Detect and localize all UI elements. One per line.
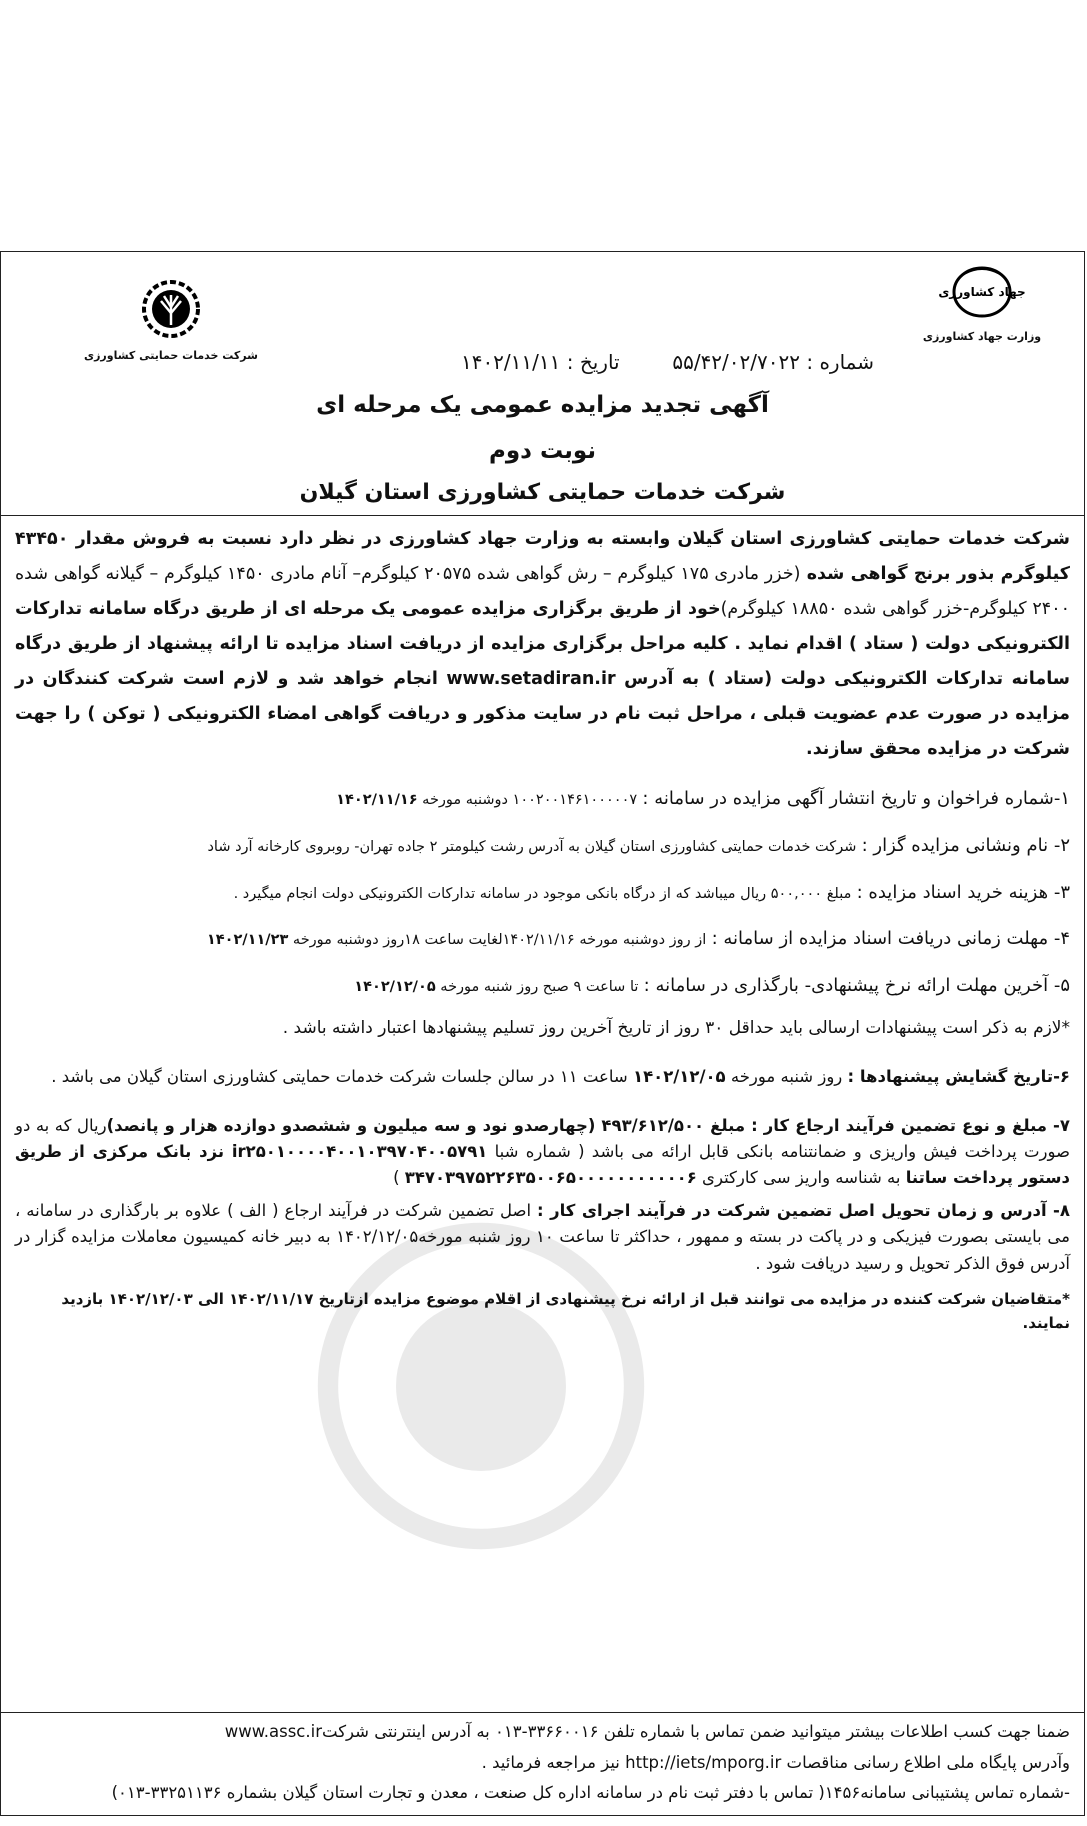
item-8 [15,1198,1070,1277]
footer-portal-text: وآدرس پایگاه ملی اطلاع رسانی مناقصات [781,1752,1070,1772]
item-6 [15,1064,1070,1090]
item-8-text: اصل تضمین شرکت در فرآیند ارجاع ( الف ) علاوه بر بارگذاری در سامانه ، می بایستی بصورت فیزیکی و در پاکت در بسته و ممهور ، حداکثر تا ساعت ۱۰ روز شنبه مورخه۱۴۰۲/۱۲/۰۵ به دبیر خانه کمیسیون معاملات مزایده گزار در آدرس فوق الذکر تحویل و رسید دریافت شود . [15,1200,1070,1273]
footer-phone-text: ضمنا جهت کسب اطلاعات بیشتر میتوانید ضمن تماس با شماره تلفن ۳۳۶۶۰۰۱۶-۰۱۳ به آدرس اینترنتی شرکت [322,1722,1070,1742]
item-1-value: ۱۰۰۲۰۰۱۴۶۱۰۰۰۰۰۷ دوشنبه مورخه [417,792,638,808]
intro-part4: انجام خواهد شد و لازم است شرکت کنندگان در مزایده در صورت عدم عضویت قبلی ، مراحل ثبت نام در سایت مذکور و دریافت گواهی امضاء الکترونیکی ( توکن ) را جهت شرکت در مزایده محقق سازند. [15,669,1070,759]
header [1,252,1084,516]
ministry-logo [902,262,1062,343]
item-4 [15,925,1070,954]
item-7-bank: نزد بانک مرکزی از طریق دستور پرداخت ساتنا [15,1141,1070,1188]
date-value: ۱۴۰۲/۱۱/۱۱ [460,350,561,374]
item-1-date: ۱۴۰۲/۱۱/۱۶ [336,792,418,808]
intro-part1: شرکت خدمات حمایتی کشاورزی استان گیلان وابسته به وزارت جهاد کشاورزی در نظر دارد نسبت به فروش مقدار ۴۳۴۵۰ کیلوگرم بذور برنج گواهی شده [15,529,1070,584]
item-4-date: ۱۴۰۲/۱۱/۲۳ [206,932,289,949]
item-5-date: ۱۴۰۲/۱۲/۰۵ [354,979,436,996]
ministry-name: وزارت جهاد کشاورزی [922,330,1042,343]
item-4-label: ۴- مهلت زمانی دریافت اسناد مزایده از سامانه : [711,928,1070,950]
deposit-id: ۳۴۷۰۳۹۷۵۲۲۶۳۵۰۰۶۵۰۰۰۰۰۰۰۰۰۰۰۶ [404,1168,697,1188]
advertisement-frame [0,251,1085,1816]
item-6-label: ۶-تاریخ گشایش پیشنهادها : [847,1067,1070,1087]
assc-website-link[interactable]: www.assc.ir [224,1722,322,1742]
item-6-text: روز شنبه مورخه [725,1067,848,1087]
announcement-body [1,516,1084,1335]
validity-note: *لازم به ذکر است پیشنهادات ارسالی باید حداقل ۳۰ روز از تاریخ آخرین روز تسلیم پیشنهادها اعتبار داشته باشد . [282,1017,1070,1038]
wheat-gear-logo-icon [141,279,201,339]
ministry-logo-text: جهاد کشاورزی [938,285,1026,299]
number-label: شماره : [806,350,874,374]
company-logo [71,279,271,362]
round-subtitle: نوبت دوم [488,438,596,464]
item-1 [15,785,1070,814]
number-value: ۵۵/۴۲/۰۲/۷۰۲۲ [672,350,800,374]
item-3-label: ۳- هزینه خرید اسناد مزایده : [856,881,1070,903]
item-7-close: ) [393,1168,405,1188]
item-4-value: از روز دوشنبه مورخه ۱۴۰۲/۱۱/۱۶لغایت ساعت ۱۸روز دوشنبه مورخه [288,932,707,949]
item-8-label: ۸- آدرس و زمان تحویل اصل تضمین شرکت در فرآیند اجرای کار : [537,1200,1070,1220]
item-7-amount: مبلغ ۴۹۳/۶۱۲/۵۰۰ (چهارصدو نود و سه میلیون و ششصدو دوازده هزار و پانصد) [106,1115,752,1135]
iban-number: ir۲۵۰۱۰۰۰۰۴۰۰۱۰۳۹۷۰۴۰۰۵۷۹۱ [231,1141,488,1161]
item-7-label: ۷- مبلغ و نوع تضمین فرآیند ارجاع کار : [751,1115,1070,1135]
item-6-rest: ساعت ۱۱ در سالن جلسات شرکت خدمات حمایتی کشاورزی استان گیلان می باشد . [51,1067,633,1087]
intro-paragraph [15,522,1070,767]
intro-part3: خود از طریق برگزاری مزایده عمومی یک مرحله ای از طریق درگاه سامانه تدارکات الکترونیکی دولت ( ستاد ) اقدام نماید . کلیه مراحل برگزاری مزایده از دریافت اسناد مزایده تا ارائه پیشنهاد از طریق درگاه سامانه تدارکات الکترونیکی دولت (ستاد ) به آدرس [15,599,1070,689]
footer-line-1 [15,1717,1070,1748]
item-6-date: ۱۴۰۲/۱۲/۰۵ [633,1067,726,1087]
footer-portal-suffix: نیز مراجعه فرمائید . [481,1752,626,1772]
organization-name: شرکت خدمات حمایتی کشاورزی استان گیلان [299,480,786,505]
date-label: تاریخ : [566,350,620,374]
iets-website-link[interactable]: http://iets/mporg.ir [625,1752,782,1772]
item-5 [15,972,1070,1001]
setad-website-link[interactable]: www.setadiran.ir [446,669,616,689]
item-3-value: مبلغ ۵۰۰,۰۰۰ ریال میباشد که از درگاه بانکی موجود در سامانه تدارکات الکترونیکی دولت انجام میگیرد . [233,885,852,902]
item-7 [15,1113,1070,1192]
ministry-emblem-icon [938,262,1026,320]
item-5-label: ۵- آخرین مهلت ارائه نرخ پیشنهادی- بارگذاری در سامانه : [643,975,1070,997]
reference-row [461,350,874,374]
item-1-label: ۱-شماره فراخوان و تاریخ انتشار آگهی مزایده در سامانه : [642,788,1070,809]
visit-note: *متقاضیان شرکت کننده در مزایده می توانند قبل از ارائه نرخ پیشنهادی از اقلام موضوع مزایده ازتاریخ ۱۴۰۲/۱۱/۱۷ الی ۱۴۰۲/۱۲/۰۳ بازدید نمایند. [61,1289,1070,1332]
item-5-value: تا ساعت ۹ صبح روز شنبه مورخه [435,979,639,996]
item-7-text: ریال که به دو صورت پرداخت فیش واریزی و ضمانتنامه بانکی قابل ارائه می باشد ( شماره شبا [15,1115,1070,1161]
item-3 [15,879,1070,908]
footer-line-2 [15,1748,1070,1779]
intro-part2: (خزر مادری ۱۷۵ کیلوگرم – رش گواهی شده ۲۰۵۷۵ کیلوگرم– آنام مادری ۱۴۵۰ کیلوگرم – گیلانه گواهی شده ۲۴۰۰ کیلوگرم-خزر گواهی شده ۱۸۸۵۰ کیلوگرم) [15,564,1070,619]
company-logo-caption: شرکت خدمات حمایتی کشاورزی [84,349,258,362]
item-7-deposit: به شناسه واریز سی کارکتری [696,1168,906,1188]
item-2-label: ۲- نام ونشانی مزایده گزار : [861,834,1070,856]
item-2 [15,832,1070,861]
footer-line-3: -شماره تماس پشتیبانی سامانه۱۴۵۶( تماس با دفتر ثبت نام در سامانه اداره کل صنعت ، معدن و تجارت استان گیلان بشماره ۳۳۲۵۱۱۳۶-۰۱۳) [111,1783,1070,1803]
item-2-value: شرکت خدمات حمایتی کشاورزی استان گیلان به آدرس رشت کیلومتر ۲ جاده تهران- روبروی کارخانه آرد شاد [207,838,857,855]
page-title: آگهی تجدید مزایده عمومی یک مرحله ای [316,392,769,418]
contact-footer [1,1712,1084,1815]
